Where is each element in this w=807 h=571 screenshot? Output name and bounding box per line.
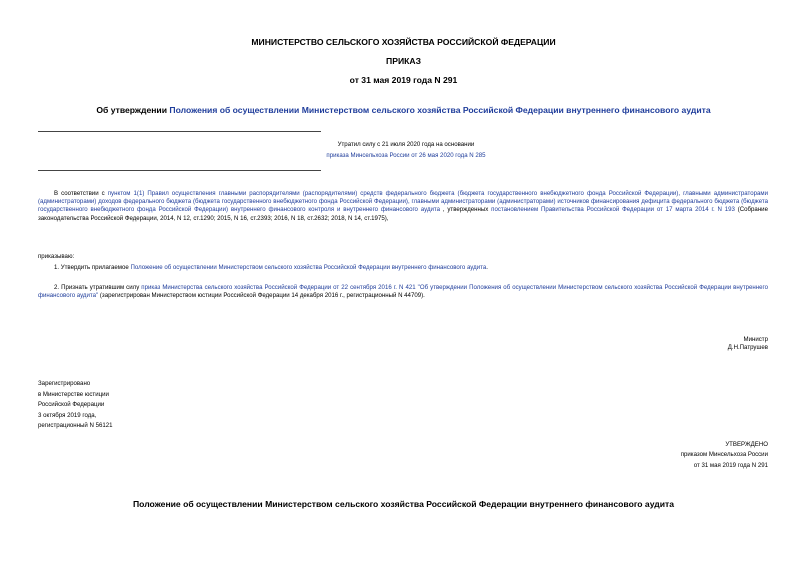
doc-date-number: от 31 мая 2019 года N 291 — [349, 75, 458, 85]
signature — [560, 336, 768, 352]
status-note — [300, 141, 512, 160]
registration-block — [38, 379, 258, 432]
preamble — [38, 190, 768, 223]
item-2-text: 2. Признать утратившим силу — [54, 284, 142, 291]
preamble-text-1: В соответствии с — [54, 190, 108, 197]
doc-type: ПРИКАЗ — [386, 56, 421, 66]
item-1-text: 1. Утвердить прилагаемое — [54, 264, 131, 271]
status-note-line1: Утратил силу с 21 июля 2020 года на основании — [337, 141, 475, 148]
divider-bottom — [38, 170, 321, 171]
divider-top — [38, 131, 321, 132]
preamble-decree-link[interactable]: постановлением Правительства Российской Федерации от 17 марта 2014 г. N 193 — [491, 206, 735, 214]
approval-line2: приказом Минсельхоза России — [680, 451, 768, 459]
doc-title-prefix: Об утверждении — [96, 105, 170, 115]
approval-line1: УТВЕРЖДЕНО — [725, 441, 768, 448]
item-1-link[interactable]: Положение об осуществлении Министерством сельского хозяйства Российской Федерации внутреннего финансового аудита — [130, 264, 487, 271]
registration-line: регистрационный N 56121 — [38, 422, 113, 429]
doc-title-link[interactable]: Положения об осуществлении Министерством сельского хозяйства Российской Федерации внутреннего финансового аудита — [169, 105, 711, 115]
registration-line: в Министерстве юстиции — [38, 390, 109, 398]
approval-block — [560, 440, 768, 471]
doc-title — [0, 105, 807, 115]
registration-line: 3 октября 2019 года, — [38, 411, 97, 419]
item-2-end: (зарегистрирован Министерством юстиции Российской Федерации 14 декабря 2016 г., регистрационный N 44709). — [98, 292, 425, 300]
order-word: приказываю: — [38, 253, 75, 260]
appendix-title: Положение об осуществлении Министерством сельского хозяйства Российской Федерации внутреннего финансового аудита — [133, 499, 674, 509]
signature-role: Министр — [743, 336, 768, 343]
item-1-end: . — [486, 264, 488, 271]
item-1 — [38, 264, 768, 272]
item-2-link[interactable]: приказ Министерства сельского хозяйства Российской Федерации от 22 сентября 2016 г. N 421 "Об утверждении Положения об осуществлении Министерством сельского хозяйства Российской Федерации внутреннего финансового аудита" — [38, 284, 768, 300]
preamble-text-3: (Собрание законодательства Российской Федерации, 2014, N 12, ст.1290; 2015, N 16, ст.2393; 2016, N 18, ст.2632; 2018, N 14, ст.1975), — [38, 206, 768, 222]
registration-line: Зарегистрировано — [38, 380, 91, 387]
approval-line3: от 31 мая 2019 года N 291 — [693, 461, 768, 469]
preamble-rules-link[interactable]: пунктом 1(1) Правил осуществления главными распорядителями (распорядителями) средств федерального бюджета (бюджета государственного внебюджетного фонда Российской Федерации), главными администраторами (администраторами) доходов федерального бюджета (бюджета государственного внебюджетного фонда Российской Федерации), главными администраторами (администраторами) источников финансирования дефицита федерального бюджета (бюджета государственного внебюджетного фонда Российской Федерации) внутреннего финансового контроля и внутреннего финансового аудита — [38, 190, 768, 214]
registration-line: Российской Федерации — [38, 401, 105, 408]
status-note-link[interactable]: приказа Минсельхоза России от 26 мая 2020 года N 285 — [326, 152, 486, 160]
ministry-title: МИНИСТЕРСТВО СЕЛЬСКОГО ХОЗЯЙСТВА РОССИЙСКОЙ ФЕДЕРАЦИИ — [251, 37, 556, 47]
signature-name: Д.Н.Патрушев — [727, 344, 768, 352]
item-2 — [38, 284, 768, 300]
preamble-text-2: , утвержденных — [440, 206, 492, 214]
